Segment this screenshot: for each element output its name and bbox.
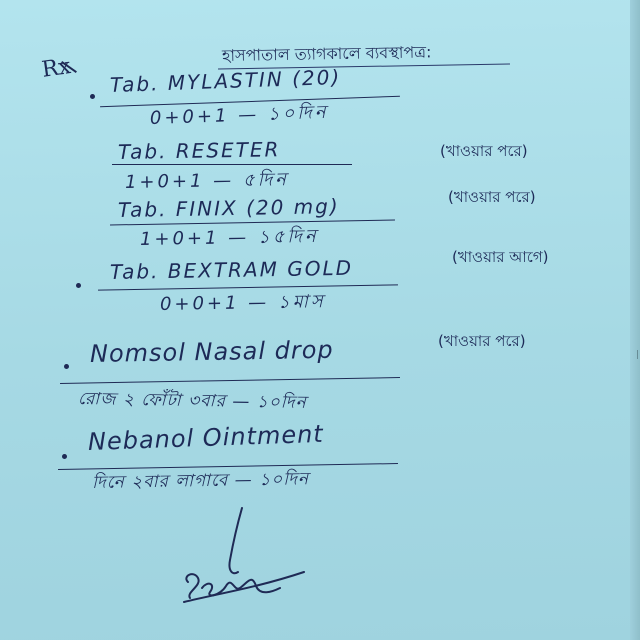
drug-name: Nomsol Nasal drop (89, 335, 334, 368)
instruction-note: (খাওয়ার পরে) (448, 188, 536, 206)
instruction-note: (খাওয়ার পরে) (438, 332, 526, 350)
signature-stroke (229, 508, 242, 573)
drug-name: Tab. BEXTRAM GOLD (109, 255, 354, 284)
dosage: 0+0+1 — ১মাস (159, 291, 326, 315)
drug-underline (112, 164, 352, 165)
signature-stroke (186, 574, 198, 598)
drug-name: Tab. FINIX (20 mg) (117, 194, 340, 222)
instruction-note: (খাওয়ার পরে) (440, 142, 528, 160)
dosage: 1+0+1 — ৫দিন (124, 169, 290, 193)
instruction-note: (খাওয়ার আগে) (452, 248, 549, 266)
bullet (76, 283, 81, 288)
prescription-title: হাসপাতাল ত্যাগকালে ব্যবস্থাপত্র: (221, 42, 432, 65)
drug-name: Tab. RESETER (117, 137, 281, 164)
bullet (64, 364, 69, 369)
rx-symbol: Rx (40, 54, 73, 83)
bullet (90, 94, 95, 99)
paper-edge: | (630, 0, 640, 640)
doctor-signature (176, 500, 316, 610)
dosage: রোজ ২ ফোঁটা ৩বার — ১০দিন (77, 389, 307, 413)
drug-name: Tab. MYLASTIN (20) (109, 64, 342, 97)
dosage: 1+0+1 — ১৫দিন (139, 225, 319, 250)
bullet (62, 454, 67, 459)
drug-name: Nebanol Ointment (87, 419, 325, 456)
dosage: 0+0+1 — ১০দিন (149, 101, 329, 129)
drug-underline (60, 377, 400, 384)
dosage: দিনে ২বার লাগাবে — ১০দিন (91, 469, 310, 493)
